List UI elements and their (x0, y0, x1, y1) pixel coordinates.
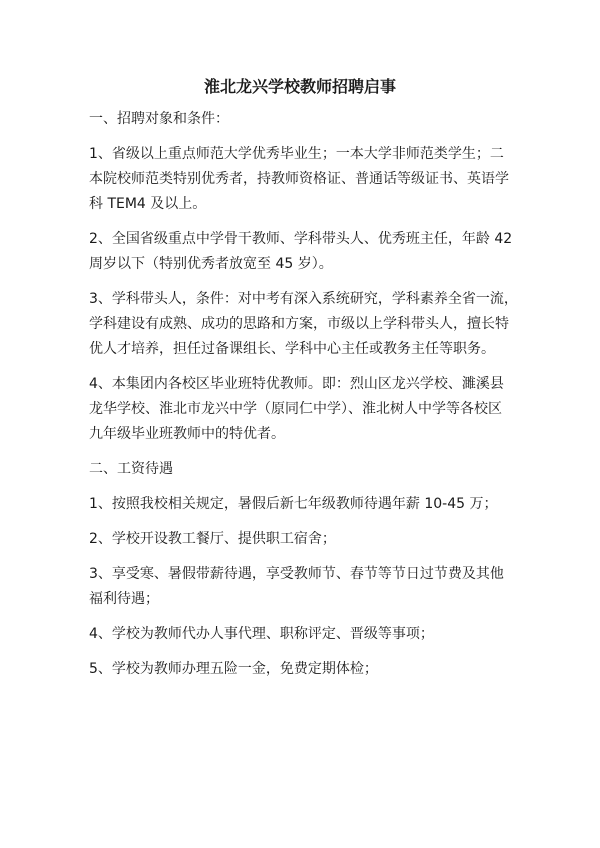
paragraph-line: 优人才培养，担任过备课组长、学科中心主任或教务主任等职务。 (89, 341, 495, 357)
requirement-item-3 (89, 287, 519, 362)
paragraph-line: 2、全国省级重点中学骨干教师、学科带头人、优秀班主任，年龄 42 (89, 231, 513, 247)
benefit-item-2: 2、学校开设教工餐厅、提供职工宿舍； (89, 531, 336, 547)
benefit-item-4: 4、学校为教师代办人事代理、职称评定、晋级等事项； (89, 626, 434, 642)
requirement-item-1 (89, 142, 519, 217)
benefit-item-1: 1、按照我校相关规定，暑假后新七年级教师待遇年薪 10-45 万； (89, 496, 498, 512)
paragraph-line: 本院校师范类特别优秀者，持教师资格证、普通话等级证书、英语学 (89, 171, 509, 187)
paragraph-line: 科 TEM4 及以上。 (89, 196, 207, 212)
paragraph-line: 龙华学校、淮北市龙兴中学（原同仁中学）、淮北树人中学等各校区 (89, 401, 502, 417)
paragraph-line: 3、享受寒、暑假带薪待遇，享受教师节、春节等节日过节费及其他 (89, 566, 504, 582)
document-title: 淮北龙兴学校教师招聘启事 (203, 77, 396, 96)
section-heading-recruitment: 一、招聘对象和条件： (89, 111, 229, 127)
requirement-item-4 (89, 372, 519, 447)
paragraph-line: 学科建设有成熟、成功的思路和方案，市级以上学科带头人，擅长特 (89, 316, 509, 332)
requirement-item-2 (89, 227, 519, 277)
paragraph-line: 九年级毕业班教师中的特优者。 (89, 426, 285, 442)
paragraph-line: 3、学科带头人，条件：对中考有深入系统研究，学科素养全省一流， (89, 291, 518, 307)
benefit-item-5: 5、学校为教师办理五险一金，免费定期体检； (89, 661, 378, 677)
paragraph-line: 4、本集团内各校区毕业班特优教师。即：烈山区龙兴学校、濉溪县 (89, 376, 504, 392)
document-body (89, 107, 519, 682)
benefit-item-3 (89, 562, 519, 612)
paragraph-line: 1、省级以上重点师范大学优秀毕业生；一本大学非师范类学生；二 (89, 146, 504, 162)
section-heading-salary: 二、工资待遇 (89, 461, 173, 477)
paragraph-line: 福利待遇； (89, 591, 159, 607)
paragraph-line: 周岁以下（特别优秀者放宽至 45 岁）。 (89, 256, 333, 272)
